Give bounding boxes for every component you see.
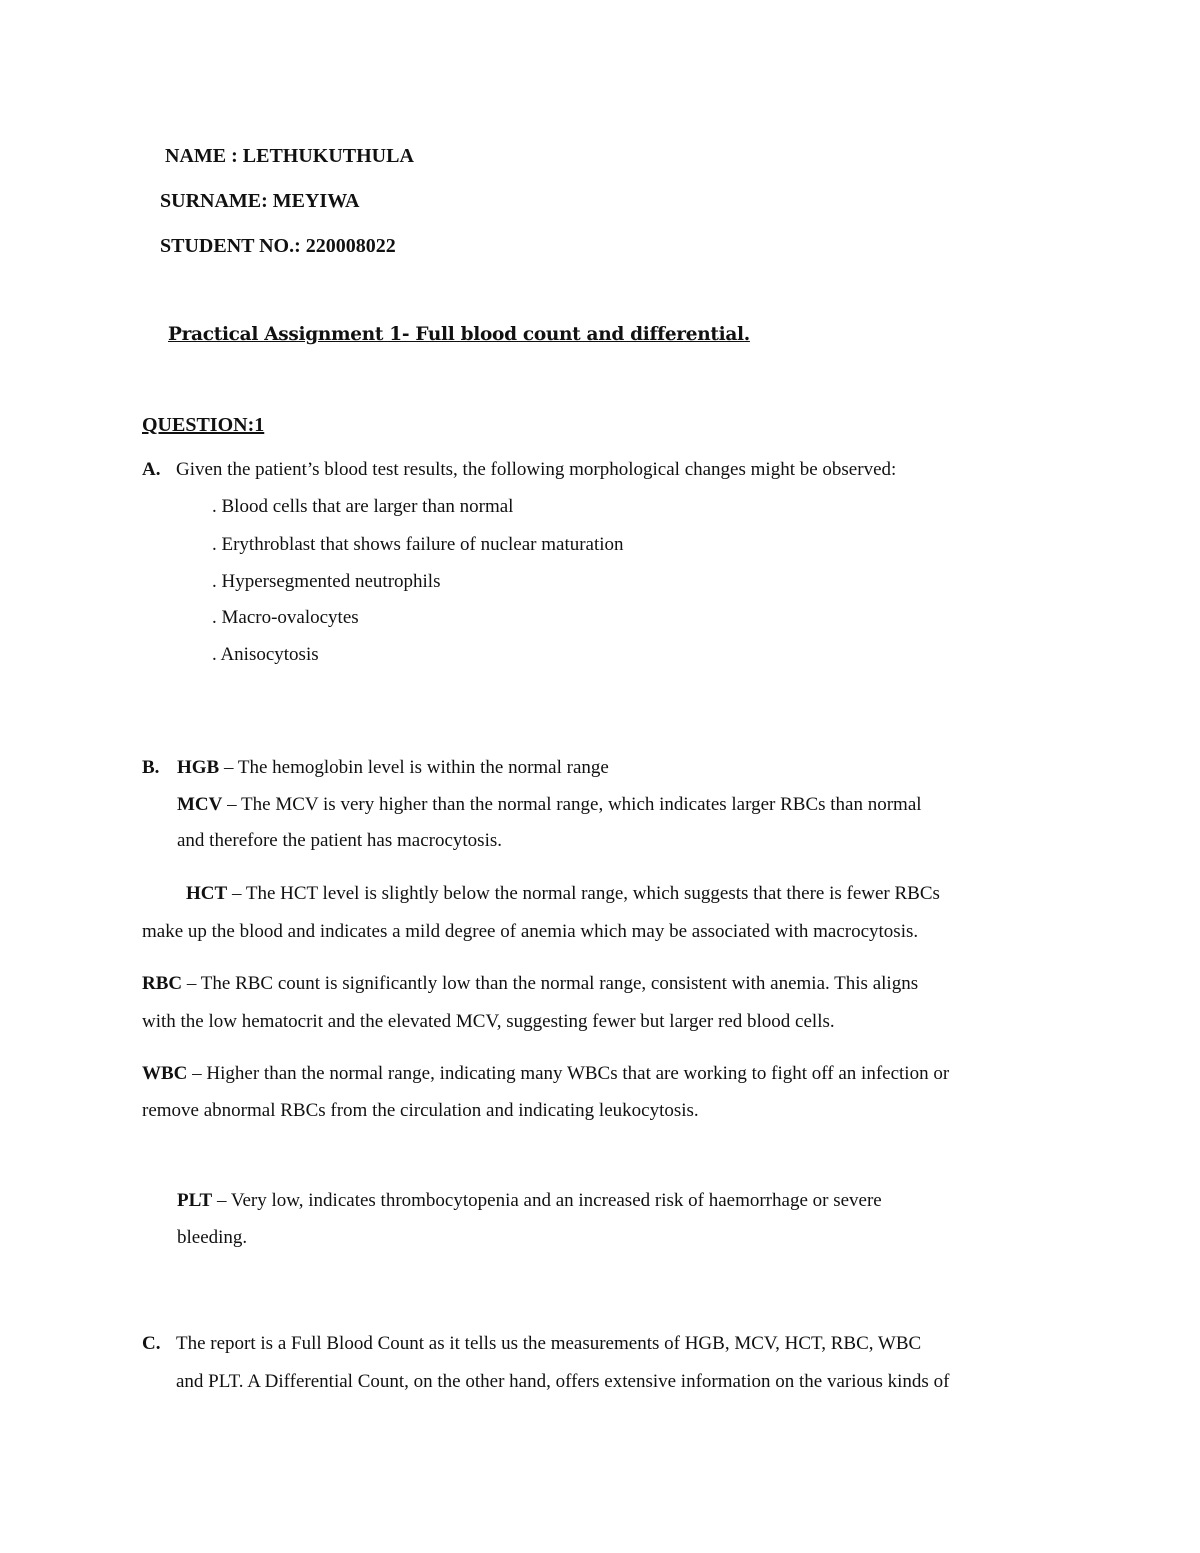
section-a-marker: A. <box>142 459 161 480</box>
rbc-term: RBC <box>142 973 183 994</box>
mcv-term: MCV <box>177 794 223 815</box>
hgb-line <box>177 758 609 777</box>
section-c-line-1: The report is a Full Blood Count as it tells us the measurements of HGB, MCV, HCT, RBC, WBC <box>176 1333 922 1354</box>
wbc-line-1 <box>142 1064 949 1083</box>
list-item: . Anisocytosis <box>212 644 319 665</box>
rbc-line-2: with the low hematocrit and the elevated MCV, suggesting fewer but larger red blood cells. <box>142 1011 835 1032</box>
section-c-line-2: and PLT. A Differential Count, on the other hand, offers extensive information on the various kinds of <box>176 1371 950 1392</box>
list-item: . Erythroblast that shows failure of nuclear maturation <box>212 534 624 555</box>
hct-line-1 <box>186 884 940 903</box>
wbc-term: WBC <box>142 1063 188 1084</box>
hgb-term: HGB <box>177 757 220 778</box>
list-item: . Macro-ovalocytes <box>212 607 359 628</box>
plt-text-1: – Very low, indicates thrombocytopenia and an increased risk of haemorrhage or severe <box>212 1190 882 1211</box>
hgb-text: – The hemoglobin level is within the normal range <box>219 757 609 778</box>
student-number: STUDENT NO.: 220008022 <box>160 235 396 257</box>
student-surname: SURNAME: MEYIWA <box>160 190 360 212</box>
list-item: . Blood cells that are larger than normal <box>212 496 514 517</box>
mcv-line-1 <box>177 795 922 814</box>
wbc-text-1: – Higher than the normal range, indicating many WBCs that are working to fight off an infection or <box>187 1063 950 1084</box>
rbc-text-1: – The RBC count is significantly low than the normal range, consistent with anemia. This aligns <box>182 973 919 994</box>
mcv-text-1: – The MCV is very higher than the normal range, which indicates larger RBCs than normal <box>222 794 922 815</box>
section-a-intro: Given the patient’s blood test results, the following morphological changes might be observed: <box>176 459 897 480</box>
student-name: NAME : LETHUKUTHULA <box>165 145 414 167</box>
plt-line-1 <box>177 1191 882 1210</box>
hct-text-1: – The HCT level is slightly below the normal range, which suggests that there is fewer RBCs <box>227 883 940 904</box>
assignment-title: Practical Assignment 1- Full blood count and differential. <box>168 324 750 345</box>
plt-term: PLT <box>177 1190 213 1211</box>
hct-term: HCT <box>186 883 228 904</box>
question-heading: QUESTION:1 <box>142 414 265 436</box>
hct-line-2: make up the blood and indicates a mild degree of anemia which may be associated with macrocytosis. <box>142 921 919 942</box>
section-b-marker: B. <box>142 757 160 778</box>
wbc-line-2: remove abnormal RBCs from the circulation and indicating leukocytosis. <box>142 1100 699 1121</box>
mcv-line-2: and therefore the patient has macrocytosis. <box>177 830 502 851</box>
rbc-line-1 <box>142 974 918 993</box>
section-c-marker: C. <box>142 1333 161 1354</box>
plt-line-2: bleeding. <box>177 1227 248 1248</box>
list-item: . Hypersegmented neutrophils <box>212 571 441 592</box>
